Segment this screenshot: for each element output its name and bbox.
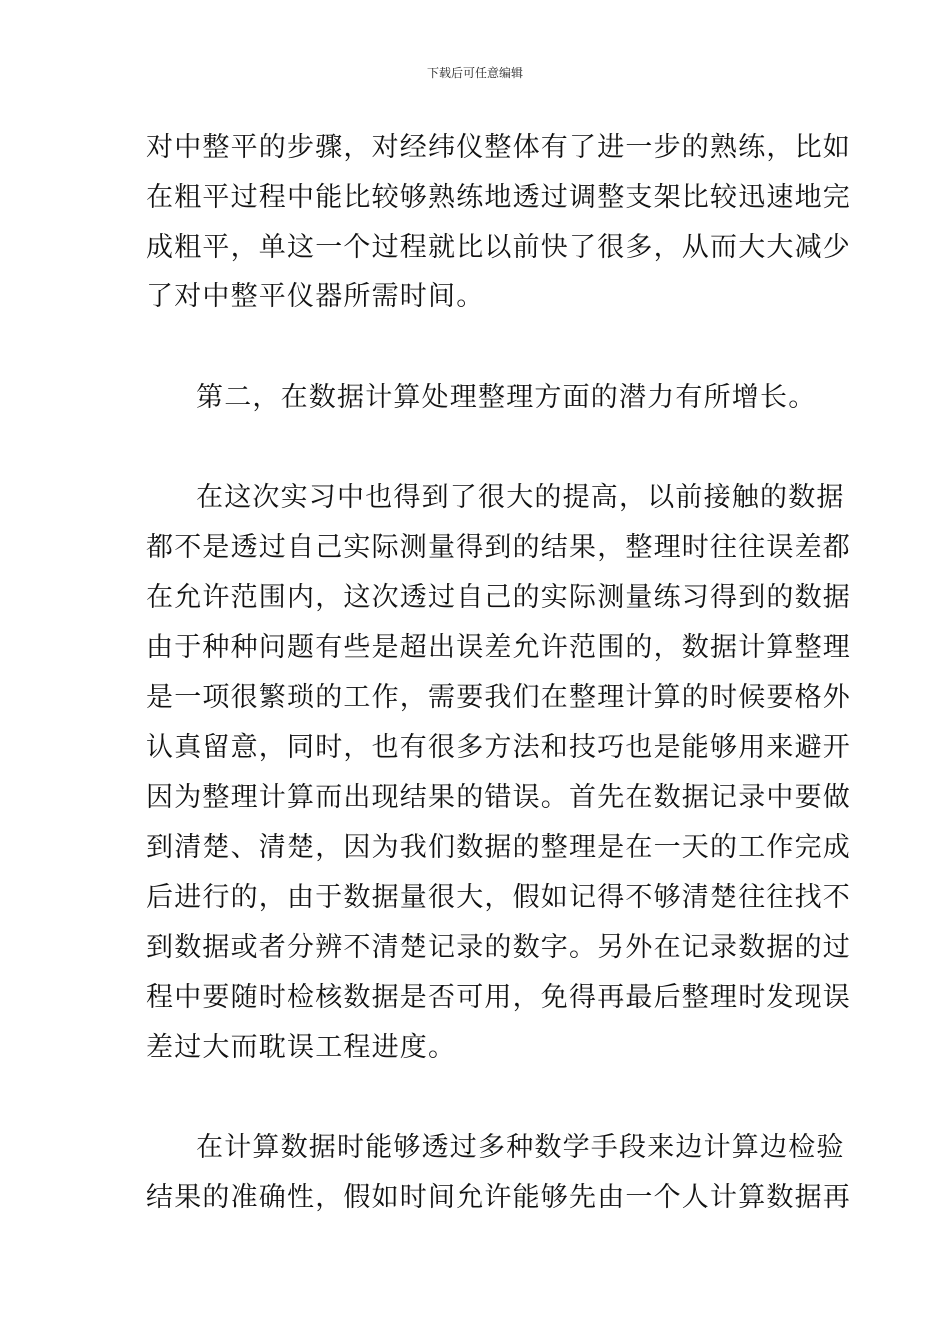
- paragraph-3-line-9: 后进行的，由于数据量很大，假如记得不够清楚往往找不: [146, 882, 851, 913]
- paragraph-3-line-8: 到清楚、清楚，因为我们数据的整理是在一天的工作完成: [146, 832, 851, 863]
- paragraph-2-line-1: 第二，在数据计算处理整理方面的潜力有所增长。: [196, 382, 817, 413]
- paragraph-3-line-2: 都不是透过自己实际测量得到的结果，整理时往往误差都: [146, 532, 851, 563]
- paragraph-1-line-4: 了对中整平仪器所需时间。: [146, 281, 485, 312]
- paragraph-1-line-1: 对中整平的步骤，对经纬仪整体有了进一步的熟练，比如: [146, 132, 851, 163]
- page-header-note: 下载后可任意编辑: [426, 66, 523, 80]
- paragraph-4-line-2: 结果的准确性，假如时间允许能够先由一个人计算数据再: [146, 1182, 851, 1213]
- paragraph-1-line-2: 在粗平过程中能比较够熟练地透过调整支架比较迅速地完: [146, 182, 851, 213]
- paragraph-3-line-3: 在允许范围内，这次透过自己的实际测量练习得到的数据: [146, 582, 851, 613]
- paragraph-3-line-10: 到数据或者分辨不清楚记录的数字。另外在记录数据的过: [146, 932, 851, 963]
- paragraph-3-line-1: 在这次实习中也得到了很大的提高，以前接触的数据: [196, 482, 845, 513]
- paragraph-3-line-4: 由于种种问题有些是超出误差允许范围的，数据计算整理: [146, 632, 851, 663]
- paragraph-3-line-6: 认真留意，同时，也有很多方法和技巧也是能够用来避开: [146, 732, 851, 763]
- paragraph-3-line-5: 是一项很繁琐的工作，需要我们在整理计算的时候要格外: [146, 682, 851, 713]
- paragraph-3-line-11: 程中要随时检核数据是否可用，免得再最后整理时发现误: [146, 982, 851, 1013]
- paragraph-3-line-12: 差过大而耽误工程进度。: [146, 1032, 457, 1063]
- paragraph-1-line-3: 成粗平，单这一个过程就比以前快了很多，从而大大减少: [146, 232, 851, 263]
- paragraph-3-line-7: 因为整理计算而出现结果的错误。首先在数据记录中要做: [146, 782, 851, 813]
- paragraph-4-line-1: 在计算数据时能够透过多种数学手段来边计算边检验: [196, 1132, 845, 1163]
